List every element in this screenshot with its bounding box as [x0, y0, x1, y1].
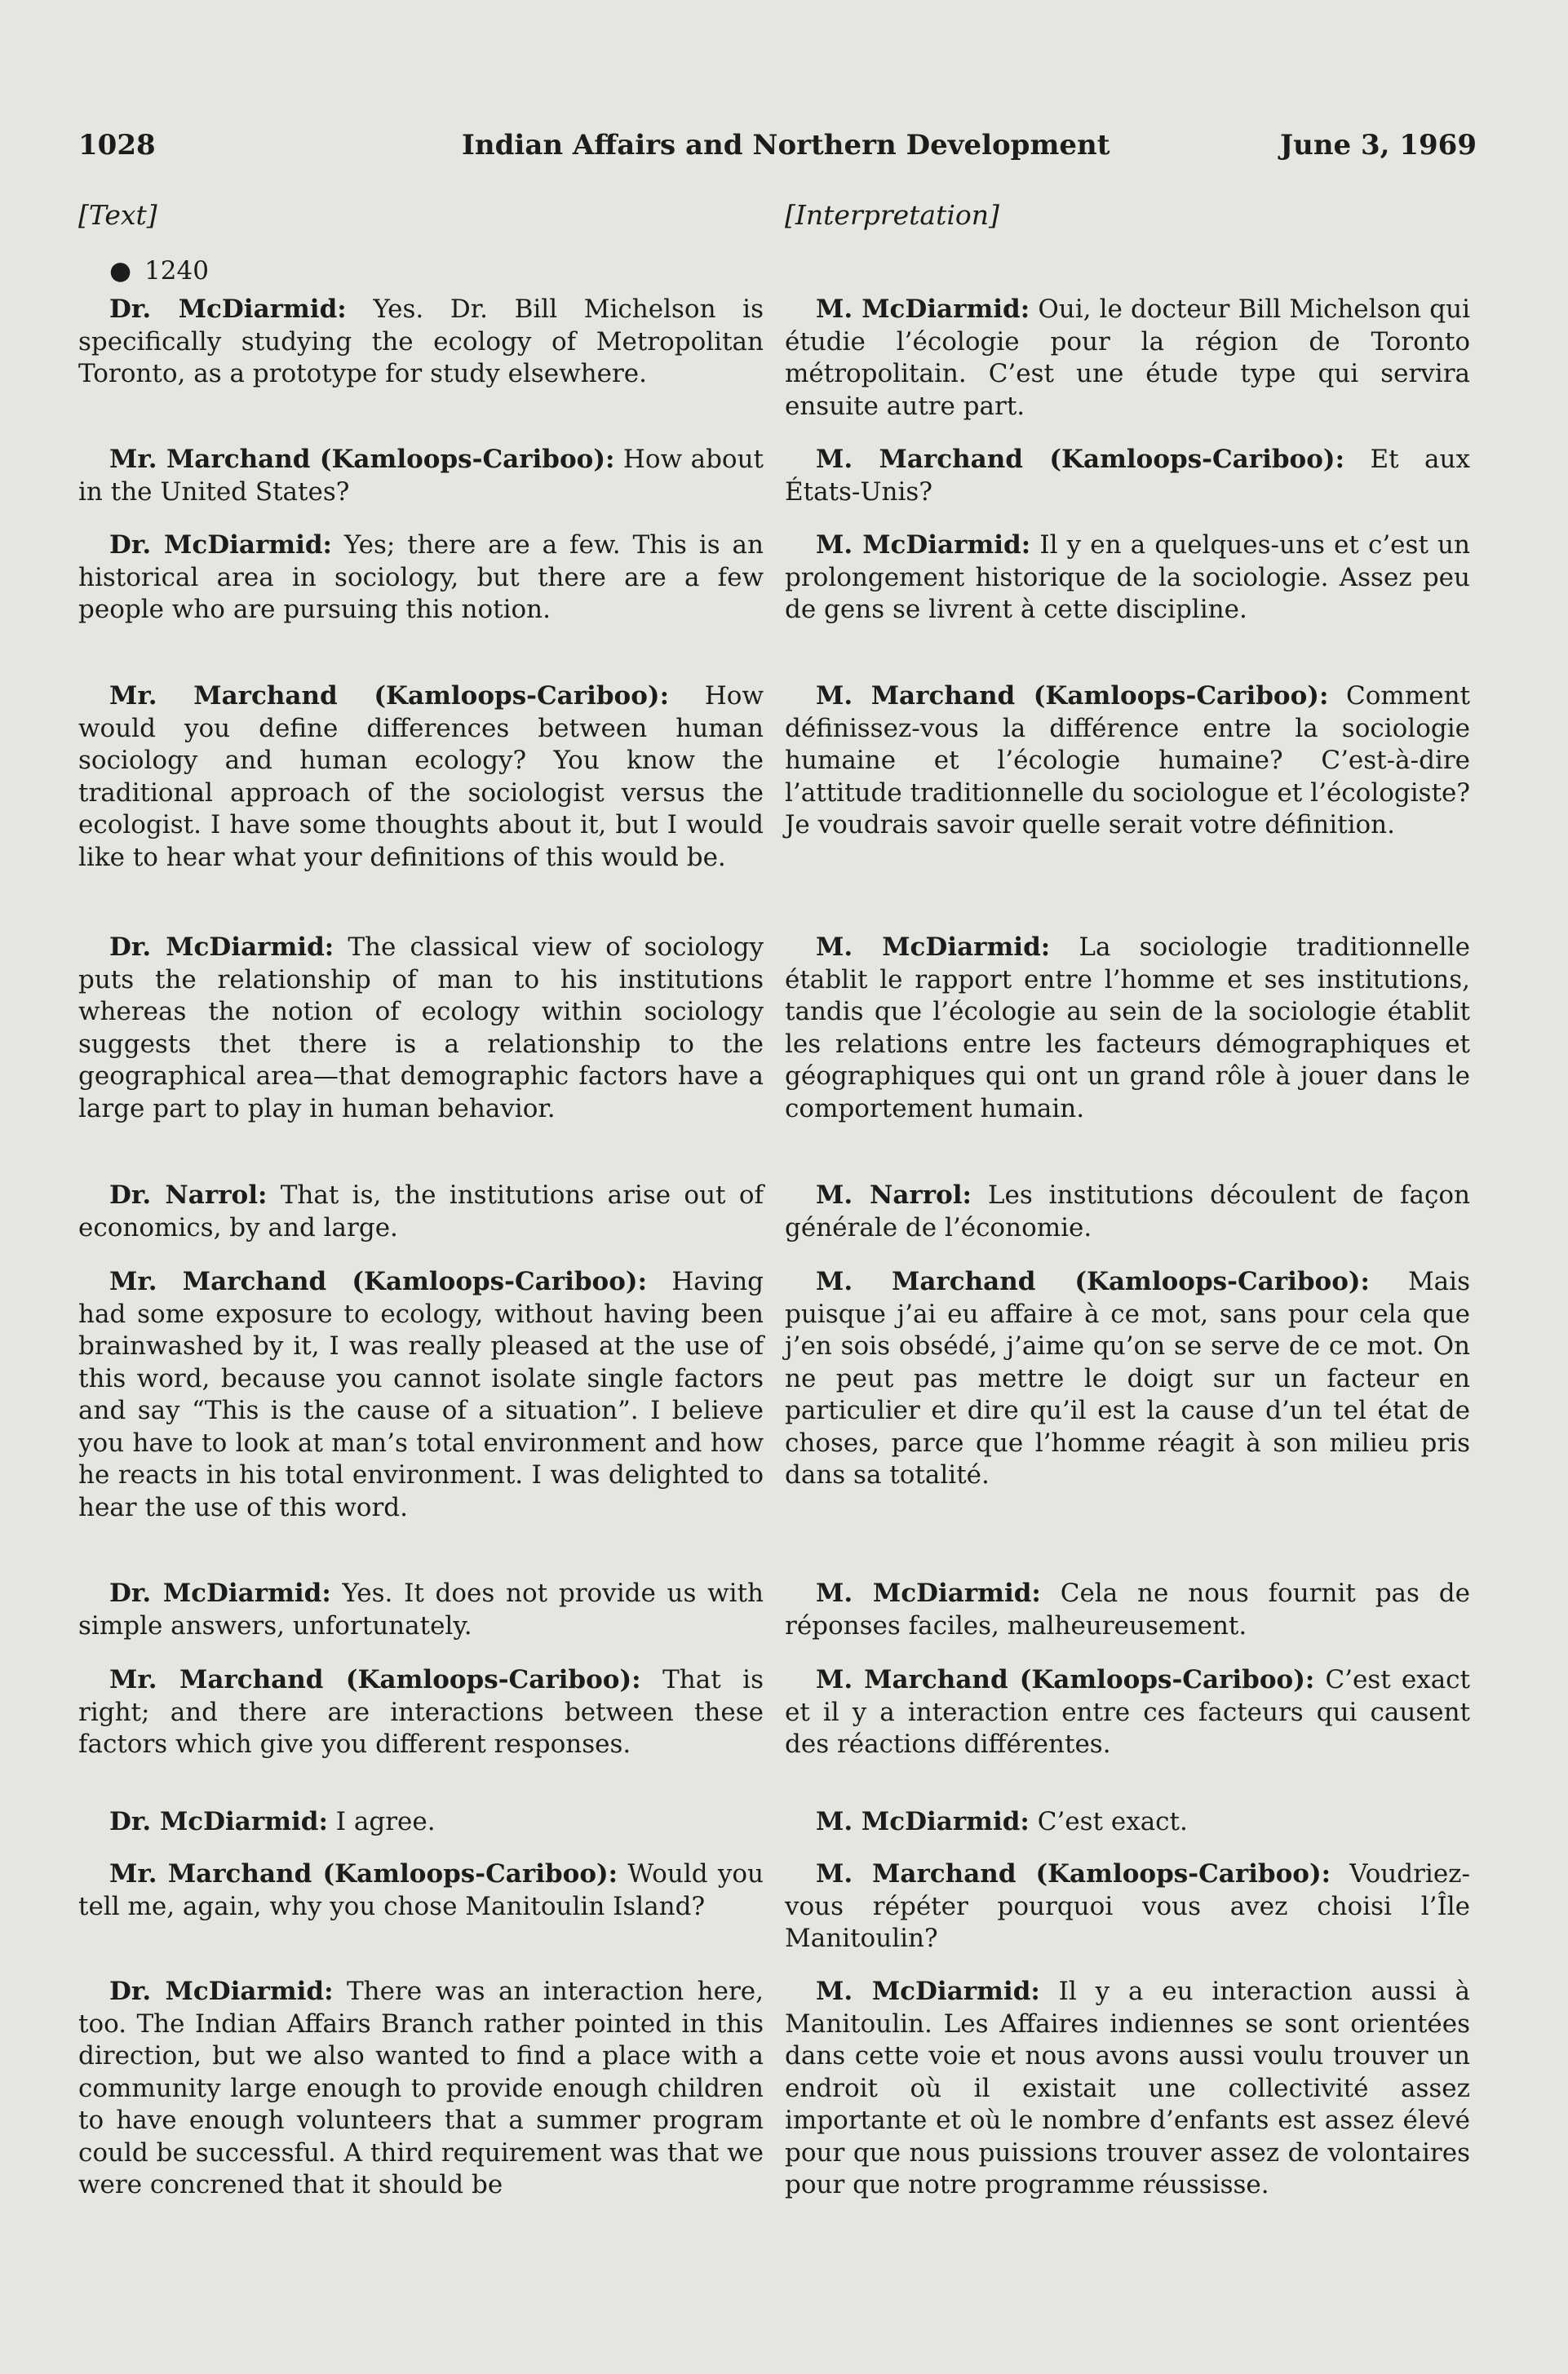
speaker-name: Mr. Marchand (Kamloops-Cariboo): [109, 1859, 618, 1889]
left-column [78, 196, 764, 2199]
speech-text: Et aux États-Unis? [785, 445, 1470, 507]
paragraph [78, 680, 764, 874]
speech-text: That is right; and there are interactions between these factors which give you different responses. [78, 1665, 764, 1759]
paragraph [785, 1180, 1470, 1244]
paragraph [78, 1578, 764, 1642]
header-date: June 3, 1969 [1280, 129, 1477, 162]
speech-text: Yes. It does not provide us with simple answers, unfortunately. [78, 1579, 764, 1641]
paragraph [785, 1664, 1470, 1761]
section-label-text: [Text] [78, 199, 157, 231]
speech-text: Voudriez-vous répéter pourquoi vous avez choisi l’Île Manitoulin? [785, 1859, 1470, 1953]
paragraph [785, 1806, 1470, 1839]
paragraph [785, 932, 1470, 1125]
paragraph [78, 1180, 764, 1244]
speech-text: The classical view of sociology puts the relationship of man to his institutions whereas the notion of ecology within sociology suggests thet there is a relationship to the geographical area—that demographic factors have a large part to play in human behavior. [78, 932, 764, 1123]
speech-text: Comment définissez-vous la différence entre la sociologie humaine et l’écologie humaine? C’est-à-dire l’attitude traditionnelle du sociologue et l’écologiste? Je voudrais savoir quelle serait votre définition. [785, 681, 1470, 839]
speaker-name: Dr. McDiarmid: [109, 1807, 328, 1836]
speaker-name: Dr. McDiarmid: [109, 530, 332, 560]
speaker-name: M. McDiarmid: [816, 1807, 1030, 1836]
speaker-name: M. Marchand (Kamloops-Cariboo): [816, 1267, 1370, 1296]
paragraph [785, 680, 1470, 842]
paragraph [78, 1858, 764, 1923]
paragraph [785, 529, 1470, 627]
speaker-name: Dr. McDiarmid: [109, 1977, 334, 2006]
paragraph [785, 1266, 1470, 1492]
paragraph [78, 529, 764, 627]
speaker-name: Dr. McDiarmid: [109, 1579, 331, 1608]
speaker-name: Mr. Marchand (Kamloops-Cariboo): [109, 1665, 641, 1694]
speech-text: How about in the United States? [78, 445, 764, 507]
right-column [785, 196, 1470, 2199]
speaker-name: Dr. McDiarmid: [109, 932, 334, 962]
paragraph [78, 1664, 764, 1761]
speech-text: La sociologie traditionnelle établit le rapport entre l’homme et ses institutions, tandis que l’écologie au sein de la sociologie établit les relations entre les facteurs démographiques et géographiques qui ont un grand rôle à jouer dans le comportement humain. [785, 932, 1470, 1123]
paragraph [785, 1578, 1470, 1642]
speech-text: That is, the institutions arise out of economics, by and large. [78, 1180, 764, 1242]
paragraph [78, 1806, 764, 1839]
speaker-name: M. Marchand (Kamloops-Cariboo): [816, 445, 1345, 474]
speech-text: C’est exact et il y a interaction entre ces facteurs qui causent des réactions différentes. [785, 1665, 1470, 1759]
speech-text: Oui, le docteur Bill Michelson qui étudie l’écologie pour la région de Toronto métropolitain. C’est une étude type qui servira ensuite autre part. [785, 295, 1470, 421]
page-header [78, 129, 1477, 170]
timestamp-value: 1240 [144, 256, 209, 286]
paragraph [78, 1266, 764, 1524]
section-label-interpretation: [Interpretation] [785, 199, 999, 231]
bullet-icon: ● [109, 256, 132, 286]
page-number: 1028 [78, 129, 156, 162]
paragraph [785, 444, 1470, 508]
speaker-name: M. McDiarmid: [816, 530, 1031, 560]
paragraph [785, 1976, 1470, 2202]
speech-text: Yes; there are a few. This is an historical area in sociology, but there are a few people who are pursuing this notion. [78, 530, 764, 624]
speaker-name: M. McDiarmid: [816, 932, 1051, 962]
speech-text: Il y en a quelques-uns et c’est un prolongement historique de la sociologie. Assez peu de gens se livrent à cette discipline. [785, 530, 1470, 624]
speaker-name: Mr. Marchand (Kamloops-Cariboo): [109, 681, 670, 711]
speech-text: I agree. [327, 1807, 436, 1836]
timestamp-marker [109, 251, 764, 290]
speaker-name: M. Marchand (Kamloops-Cariboo): [816, 681, 1329, 711]
speaker-name: M. Marchand (Kamloops-Cariboo): [816, 1665, 1315, 1694]
speaker-name: M. Narrol: [816, 1180, 972, 1210]
speech-text: Mais puisque j’ai eu affaire à ce mot, sans pour cela que j’en sois obsédé, j’aime qu’on se serve de ce mot. On ne peut pas mettre le doigt sur un facteur en particulier et dire qu’il est la cause d’un tel état de choses, parce que l’homme réagit à son milieu pris dans sa totalité. [785, 1267, 1470, 1490]
speaker-name: Mr. Marchand (Kamloops-Cariboo): [109, 1267, 648, 1296]
speech-text: Yes. Dr. Bill Michelson is specifically studying the ecology of Metropolitan Toronto, as a prototype for study elsewhere. [78, 295, 764, 388]
speaker-name: Dr. Narrol: [109, 1180, 268, 1210]
speaker-name: M. McDiarmid: [816, 1977, 1040, 2006]
speaker-name: M. Marchand (Kamloops-Cariboo): [816, 1859, 1331, 1889]
speech-text: Les institutions découlent de façon générale de l’économie. [785, 1180, 1470, 1242]
paragraph [78, 294, 764, 391]
paragraph [785, 1858, 1470, 1955]
paragraph [78, 932, 764, 1125]
speaker-name: Dr. McDiarmid: [109, 295, 347, 324]
speech-text: Cela ne nous fournit pas de réponses faciles, malheureusement. [785, 1579, 1470, 1641]
speech-text: There was an interaction here, too. The Indian Affairs Branch rather pointed in this direction, but we also wanted to find a place with a community large enough to provide enough children to have enough volunteers that a summer program could be successful. A third requirement was that we were concrened that it should be [78, 1977, 764, 2199]
speaker-name: Mr. Marchand (Kamloops-Cariboo): [109, 445, 615, 474]
speaker-name: M. McDiarmid: [816, 295, 1030, 324]
speech-text: Would you tell me, again, why you chose Manitoulin Island? [78, 1859, 764, 1921]
speaker-name: M. McDiarmid: [816, 1579, 1041, 1608]
paragraph [785, 294, 1470, 423]
speech-text: Il y a eu interaction aussi à Manitoulin. Les Affaires indiennes se sont orientées dans cette voie et nous avons aussi voulu trouver un endroit où il existait une collectivité assez importante et où le nombre d’enfants est assez élevé pour que nous puissions trouver assez de volontaires pour que notre programme réussisse. [785, 1977, 1470, 2199]
publication-title: Indian Affairs and Northern Development [462, 129, 1110, 162]
speech-text: Having had some exposure to ecology, without having been brainwashed by it, I was really pleased at the use of this word, because you cannot isolate single factors and say “This is the cause of a situation”. I believe you have to look at man’s total environment and how he reacts in his total environment. I was delighted to hear the use of this word. [78, 1267, 764, 1522]
paragraph [78, 1976, 764, 2202]
speech-text: C’est exact. [1029, 1807, 1188, 1836]
paragraph [78, 444, 764, 508]
speech-text: How would you define differences between human sociology and human ecology? You know the traditional approach of the sociologist versus the ecologist. I have some thoughts about it, but I would like to hear what your definitions of this would be. [78, 681, 764, 872]
